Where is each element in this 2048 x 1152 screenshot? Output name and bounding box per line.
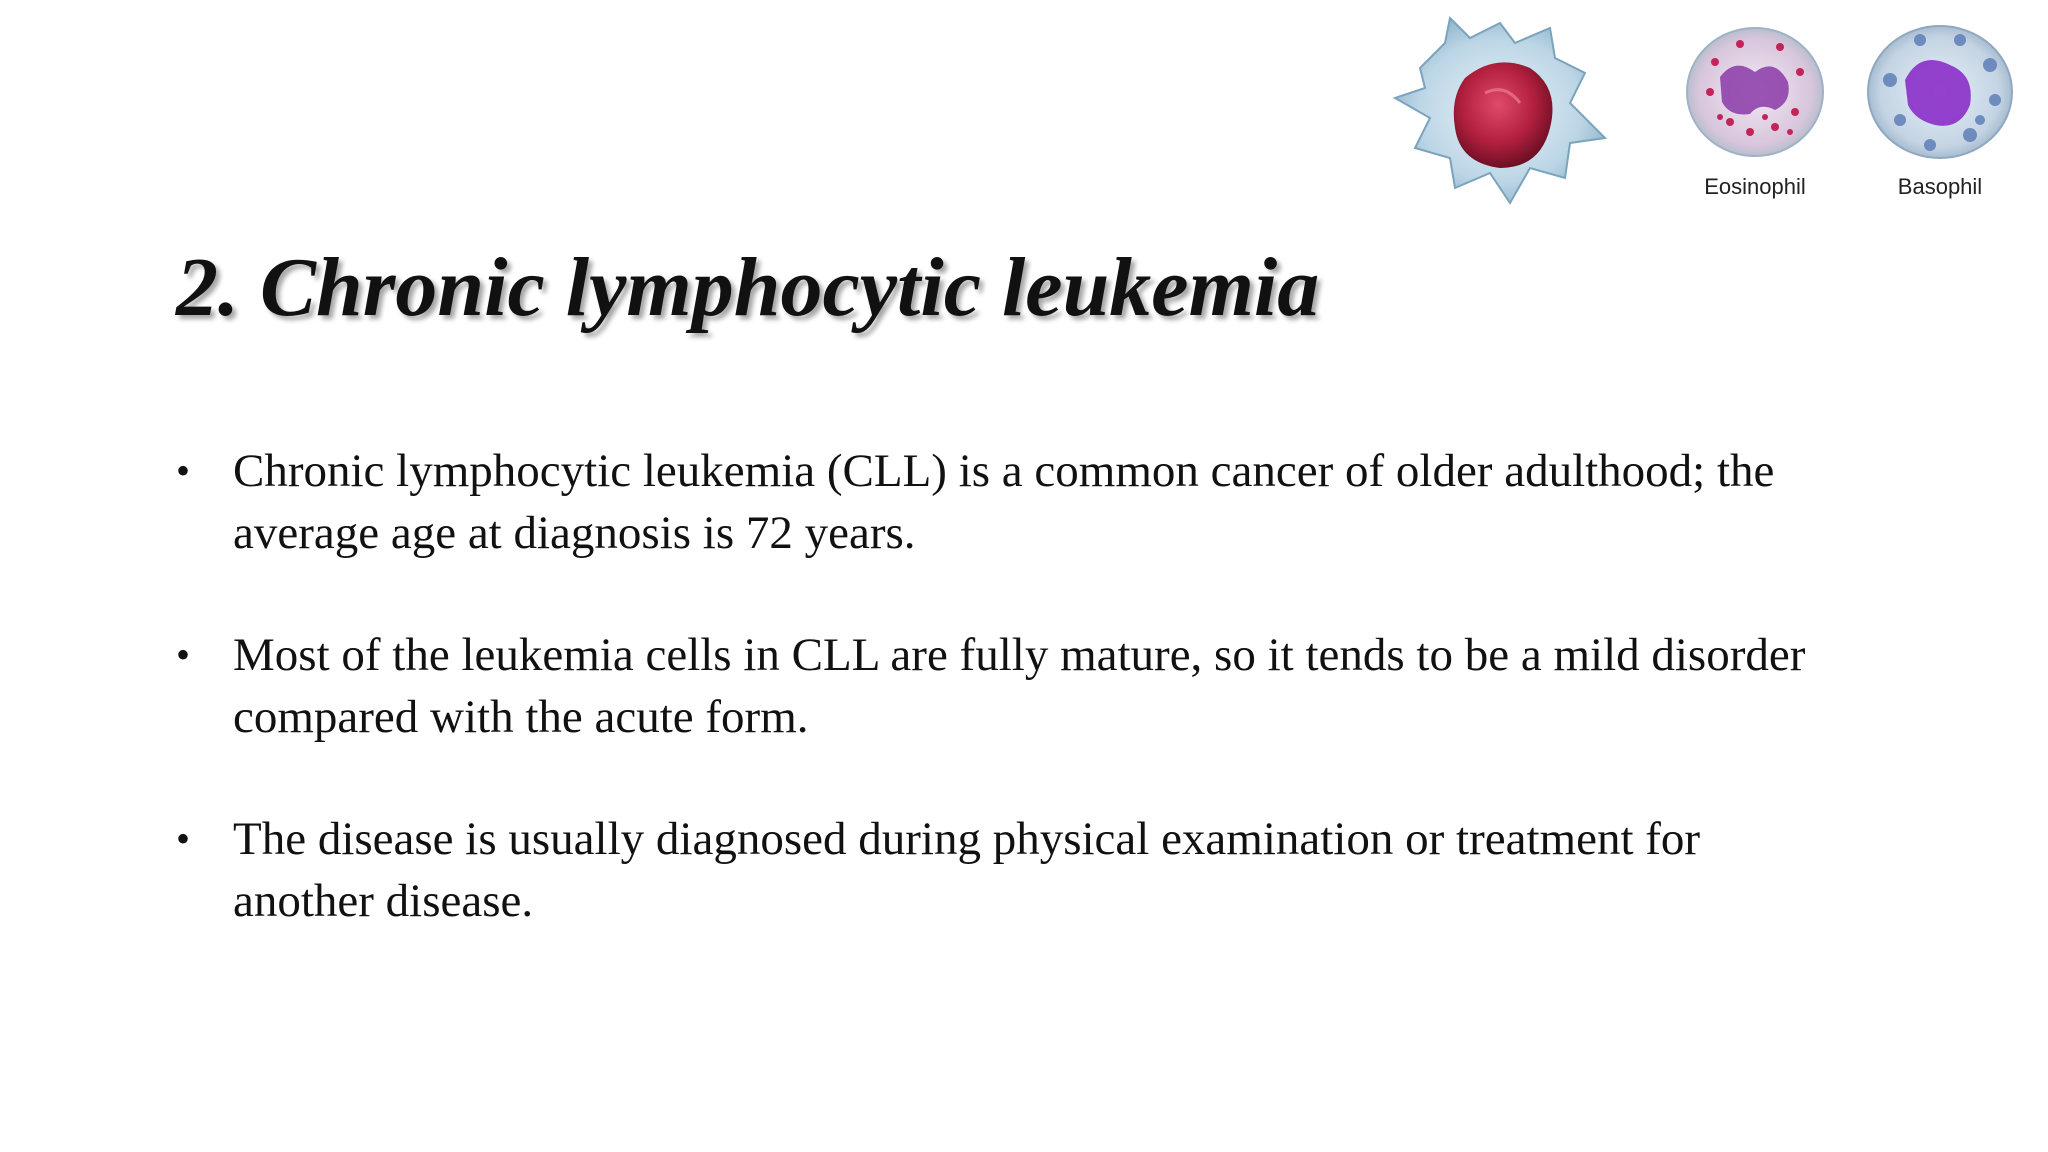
blood-cell-images — [1380, 0, 2040, 215]
bullet-item — [176, 440, 1816, 564]
bullet-item — [176, 808, 1816, 932]
bullet-text: The disease is usually diagnosed during physical examination or treatment for another disease. — [233, 813, 1701, 927]
basophil-cell-illustration — [1860, 20, 2020, 165]
bullet-item — [176, 624, 1816, 748]
slide-title: 2. Chronic lymphocytic leukemia — [176, 241, 1320, 334]
bullet-text: Chronic lymphocytic leukemia (CLL) is a common cancer of older adulthood; the average age at diagnosis is 72 years. — [233, 445, 1775, 559]
eosinophil-label: Eosinophil — [1704, 174, 1806, 199]
bullet-icon: • — [176, 632, 191, 677]
bullet-list — [176, 440, 1816, 992]
bullet-text: Most of the leukemia cells in CLL are fully mature, so it tends to be a mild disorder compared with the acute form. — [233, 629, 1806, 743]
monocyte-cell-illustration — [1390, 8, 1610, 208]
basophil-label: Basophil — [1897, 174, 1983, 199]
bullet-icon: • — [176, 448, 191, 493]
bullet-icon: • — [176, 816, 191, 861]
eosinophil-cell-illustration — [1680, 22, 1830, 162]
